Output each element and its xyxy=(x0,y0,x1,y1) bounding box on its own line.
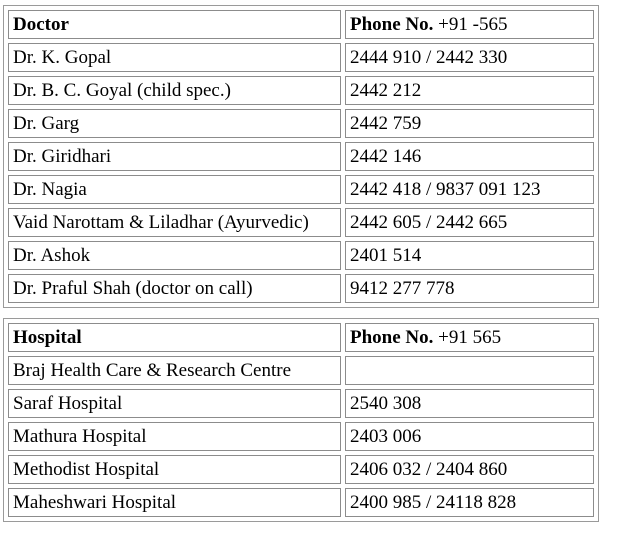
hospital-name: Maheshwari Hospital xyxy=(8,488,341,517)
phone-label: Phone No. xyxy=(350,14,434,35)
hospital-name: Mathura Hospital xyxy=(8,422,341,451)
doctor-phone: 2442 418 / 9837 091 123 xyxy=(345,175,594,204)
hospitals-header-row xyxy=(8,323,594,352)
doctor-name: Dr. B. C. Goyal (child spec.) xyxy=(8,76,341,105)
phone-prefix: +91 -565 xyxy=(438,14,508,35)
doctor-name: Dr. Ashok xyxy=(8,241,341,270)
doctors-table xyxy=(3,5,599,308)
phone-label: Phone No. xyxy=(350,327,434,348)
hospital-phone: 2406 032 / 2404 860 xyxy=(345,455,594,484)
table-row xyxy=(8,76,594,105)
hospital-name: Saraf Hospital xyxy=(8,389,341,418)
doctor-name: Dr. Garg xyxy=(8,109,341,138)
table-row xyxy=(8,175,594,204)
table-row xyxy=(8,356,594,385)
table-row xyxy=(8,455,594,484)
hospital-phone: 2540 308 xyxy=(345,389,594,418)
table-row xyxy=(8,142,594,171)
table-row xyxy=(8,488,594,517)
phone-column-header xyxy=(345,323,594,352)
hospital-phone: 2403 006 xyxy=(345,422,594,451)
doctor-phone: 9412 277 778 xyxy=(345,274,594,303)
hospital-phone xyxy=(345,356,594,385)
table-row xyxy=(8,43,594,72)
hospital-name: Braj Health Care & Research Centre xyxy=(8,356,341,385)
doctor-phone: 2442 212 xyxy=(345,76,594,105)
table-row xyxy=(8,208,594,237)
table-row xyxy=(8,389,594,418)
doctor-phone: 2444 910 / 2442 330 xyxy=(345,43,594,72)
doctor-name: Dr. K. Gopal xyxy=(8,43,341,72)
table-row xyxy=(8,274,594,303)
phone-column-header xyxy=(345,10,594,39)
doctor-name: Dr. Nagia xyxy=(8,175,341,204)
doctor-phone: 2442 759 xyxy=(345,109,594,138)
hospital-name: Methodist Hospital xyxy=(8,455,341,484)
doctor-name: Dr. Praful Shah (doctor on call) xyxy=(8,274,341,303)
doctor-phone: 2401 514 xyxy=(345,241,594,270)
phone-prefix: +91 565 xyxy=(438,327,502,348)
doctor-column-header: Doctor xyxy=(8,10,341,39)
doctor-name: Dr. Giridhari xyxy=(8,142,341,171)
doctors-header-row xyxy=(8,10,594,39)
hospital-phone: 2400 985 / 24118 828 xyxy=(345,488,594,517)
hospital-column-header: Hospital xyxy=(8,323,341,352)
doctor-phone: 2442 146 xyxy=(345,142,594,171)
table-row xyxy=(8,109,594,138)
doctor-name: Vaid Narottam & Liladhar (Ayurvedic) xyxy=(8,208,341,237)
doctor-phone: 2442 605 / 2442 665 xyxy=(345,208,594,237)
table-row xyxy=(8,422,594,451)
hospitals-table xyxy=(3,318,599,522)
table-row xyxy=(8,241,594,270)
